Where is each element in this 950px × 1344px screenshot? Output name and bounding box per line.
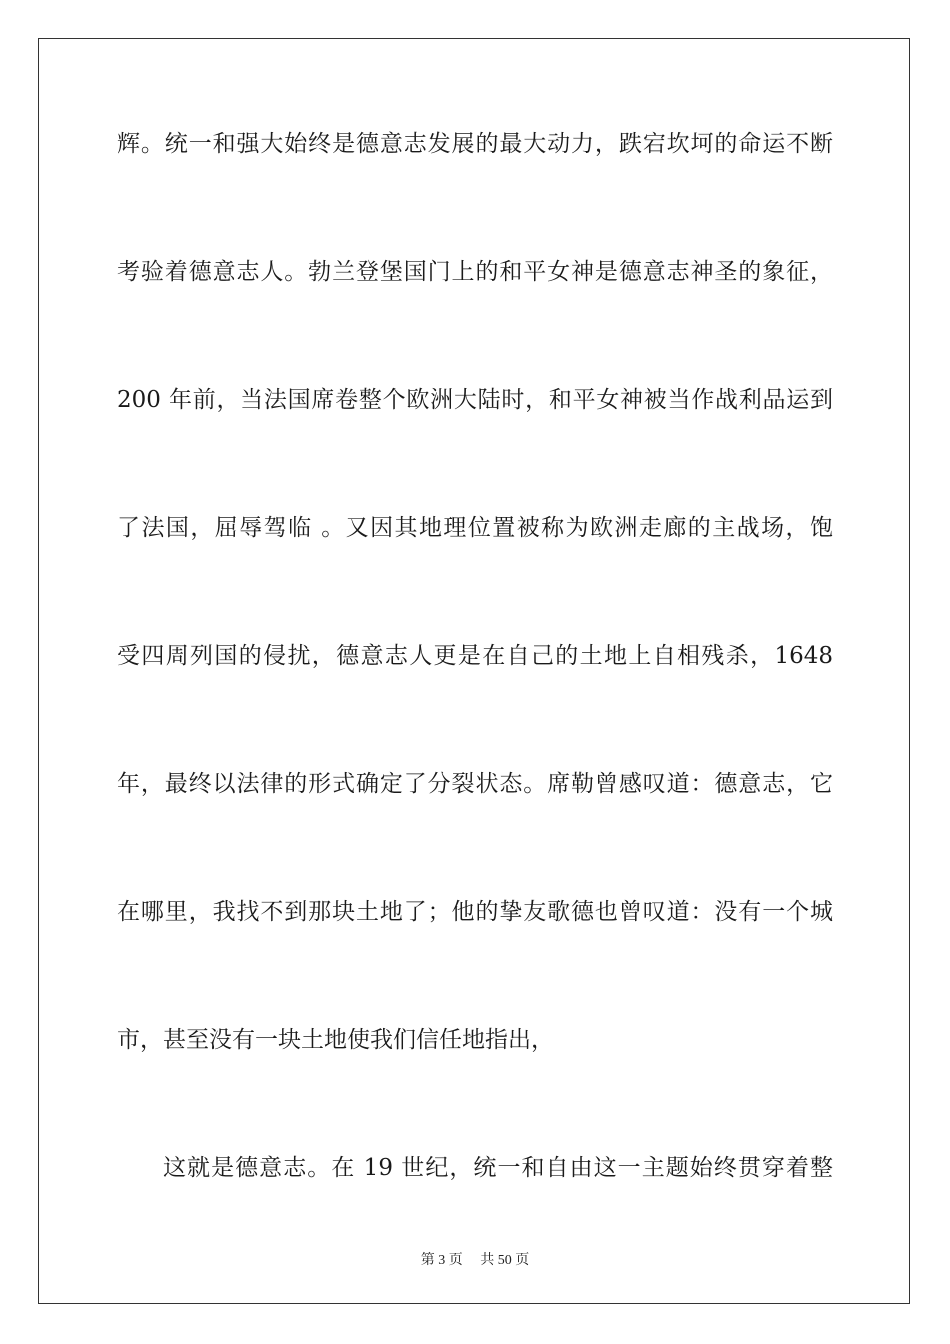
text-line: 在哪里，我找不到那块土地了；他的挚友歌德也曾叹道：没有一个城 <box>117 899 833 925</box>
page-number-label: 第 3 页 共 50 页 <box>420 1253 530 1268</box>
text-line: 市，甚至没有一块土地使我们信任地指出， <box>117 1027 554 1053</box>
text-line: 了法国，屈辱驾临 。又因其地理位置被称为欧洲走廊的主战场，饱 <box>117 515 833 541</box>
text-line: 受四周列国的侵扰，德意志人更是在自己的土地上自相残杀，1648 <box>117 643 833 669</box>
body-text <box>117 128 833 1280</box>
paragraph-start-line: 这就是德意志。在 19 世纪，统一和自由这一主题始终贯穿着整 <box>163 1155 833 1181</box>
text-line: 考验着德意志人。勃兰登堡国门上的和平女神是德意志神圣的象征， <box>117 259 833 285</box>
text-line: 200 年前，当法国席卷整个欧洲大陆时，和平女神被当作战利品运到 <box>117 387 833 413</box>
text-line: 年，最终以法律的形式确定了分裂状态。席勒曾感叹道：德意志，它 <box>117 771 833 797</box>
text-line: 辉。统一和强大始终是德意志发展的最大动力，跌宕坎坷的命运不断 <box>117 131 833 157</box>
page-footer <box>0 1249 950 1269</box>
